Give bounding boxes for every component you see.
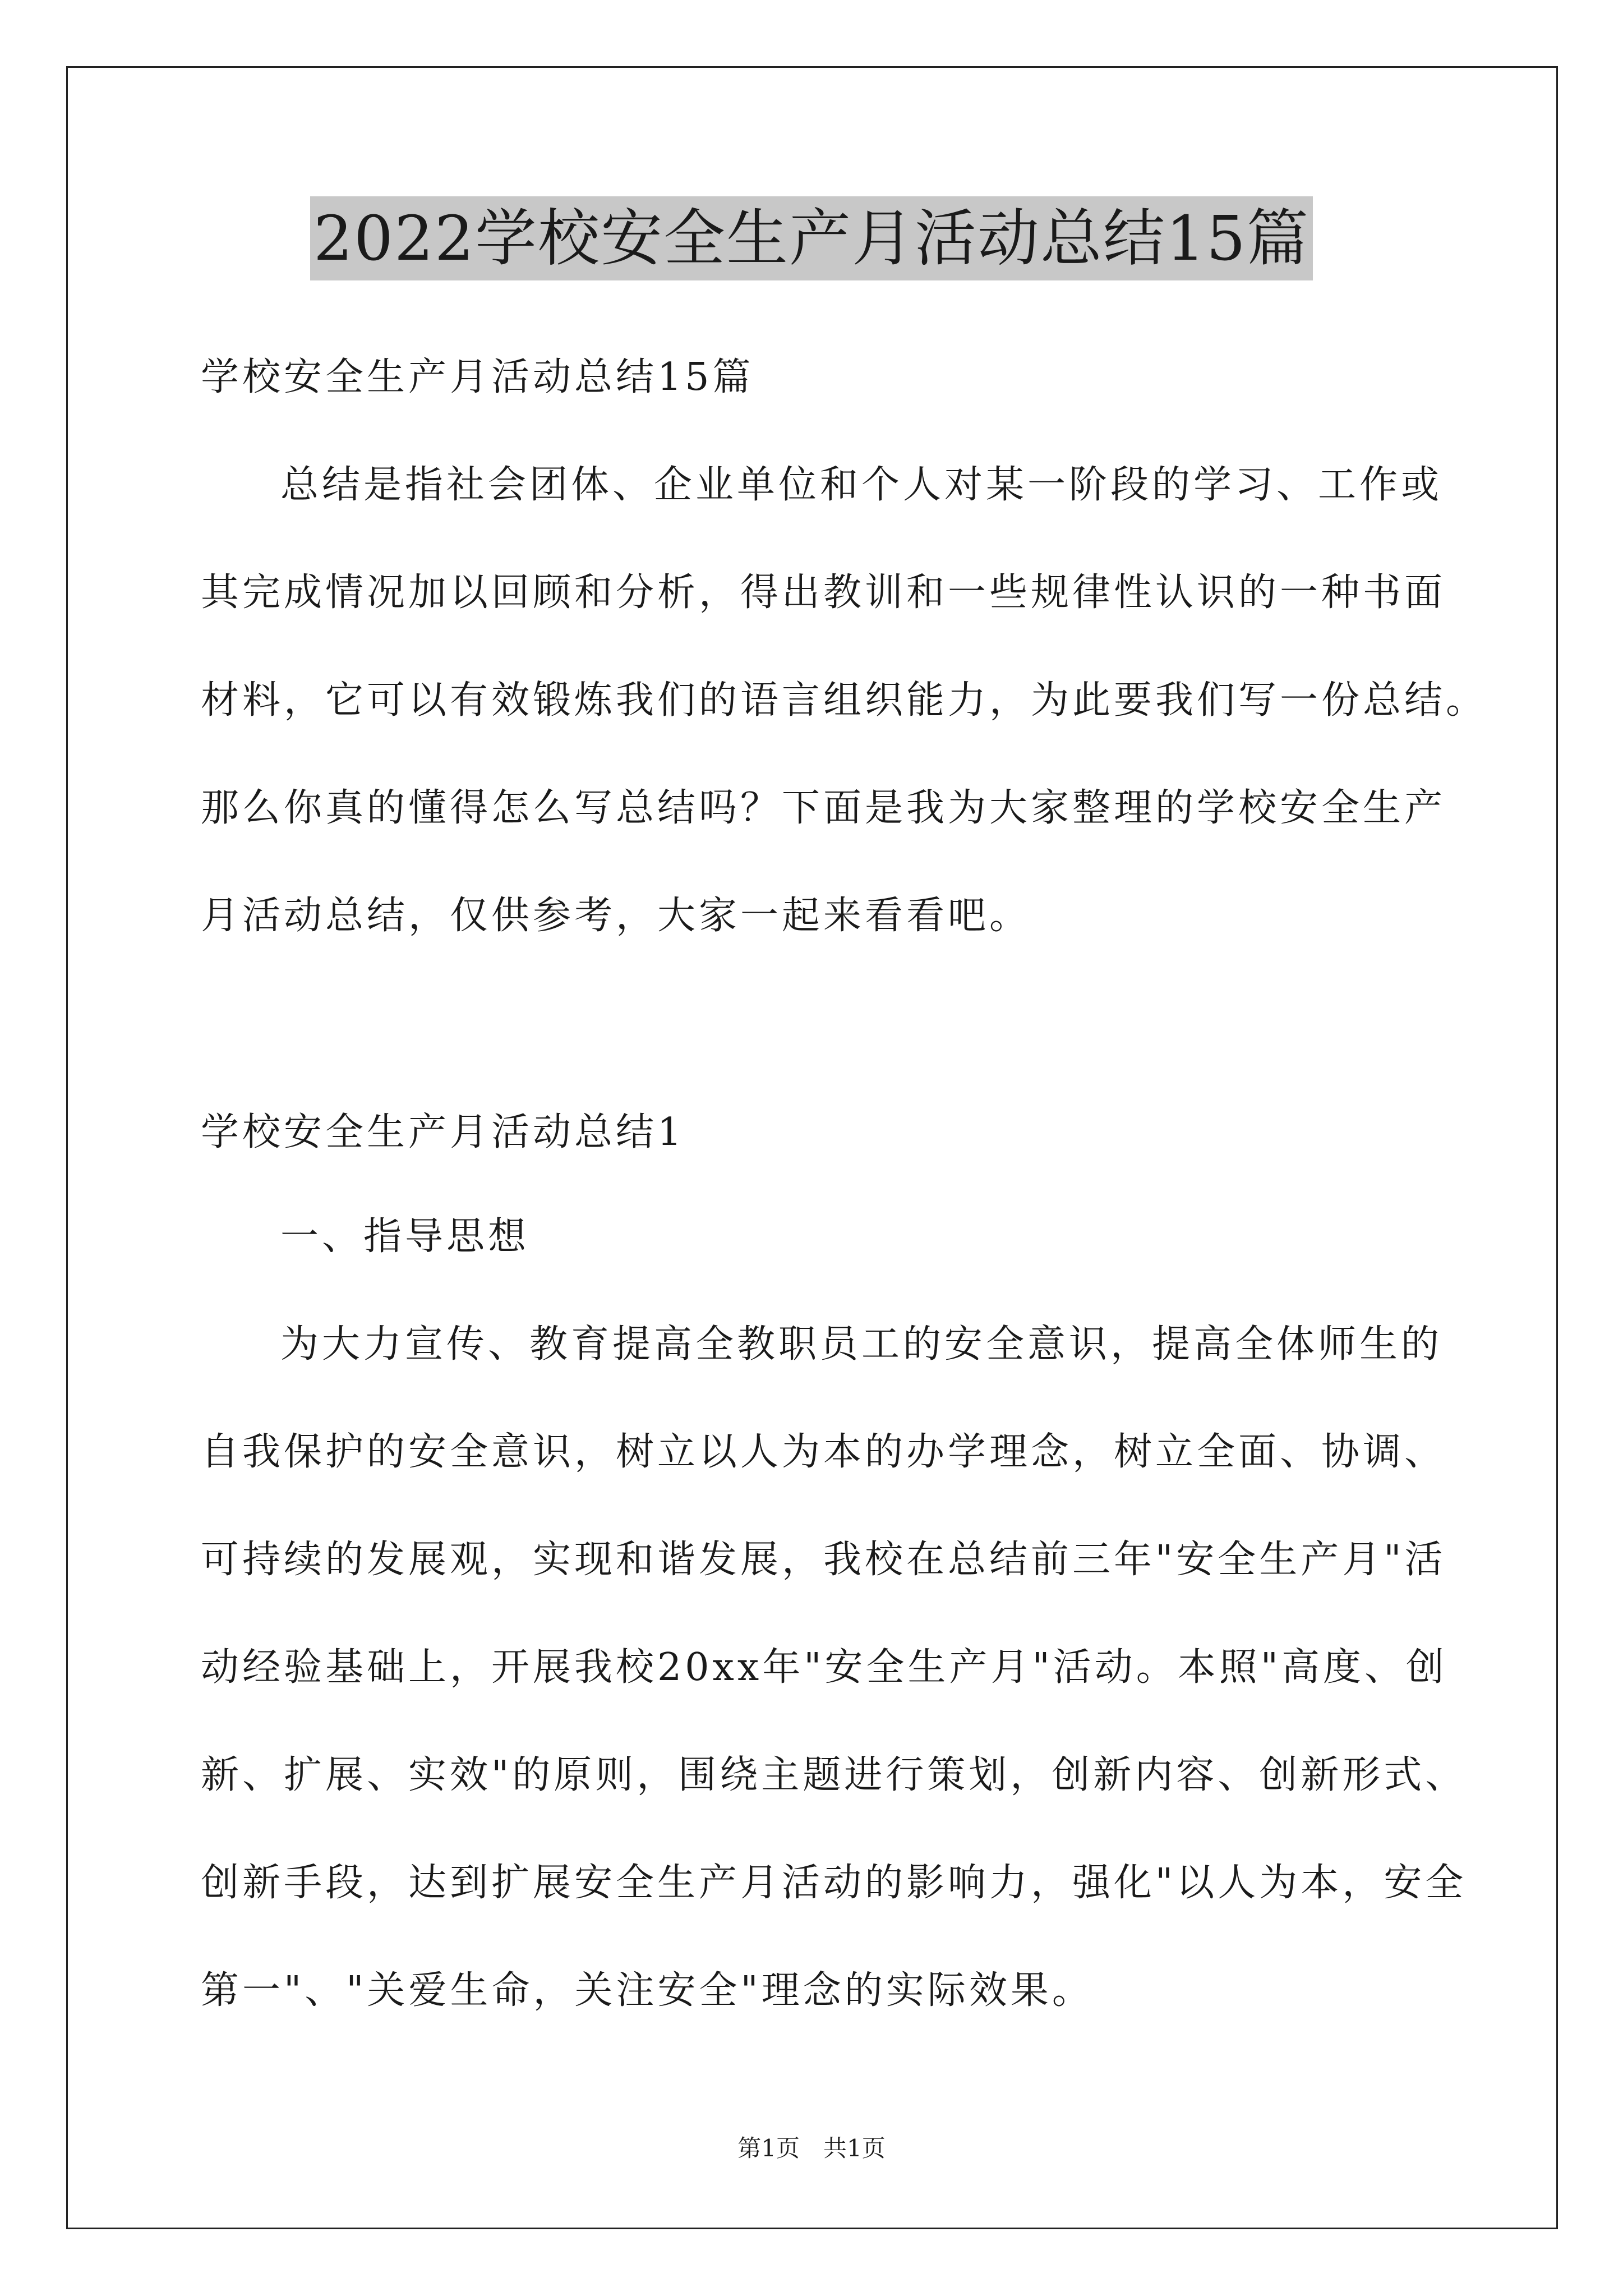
body-line: 动经验基础上，开展我校20xx年"安全生产月"活动。本照"高度、创 [201,1645,1448,1690]
body-line: 第一"、"关爱生命，关注安全"理念的实际效果。 [201,1968,1094,2013]
body-line: 创新手段，达到扩展安全生产月活动的影响力，强化"以人为本，安全 [201,1861,1467,1905]
body-line: 自我保护的安全意识，树立以人为本的办学理念，树立全面、协调、 [201,1430,1446,1474]
page-footer: 第1页 共1页 [737,2134,886,2162]
body-line: 新、扩展、实效"的原则，围绕主题进行策划，创新内容、创新形式、 [201,1753,1467,1797]
subheading: 一、指导思想 [280,1214,530,1259]
document-subtitle: 学校安全生产月活动总结15篇 [201,355,754,399]
intro-line: 其完成情况加以回顾和分析，得出教训和一些规律性认识的一种书面 [201,570,1446,615]
document-title: 2022学校安全生产月活动总结15篇 [310,196,1313,280]
intro-line: 材料，它可以有效锻炼我们的语言组织能力，为此要我们写一份总结。 [201,678,1488,723]
intro-line: 月活动总结，仅供参考，大家一起来看看吧。 [201,894,1031,938]
title-container [0,196,1623,280]
intro-line: 总结是指社会团体、企业单位和个人对某一阶段的学习、工作或 [280,463,1443,507]
body-line: 为大力宣传、教育提高全教职员工的安全意识，提高全体师生的 [280,1322,1443,1366]
body-line: 可持续的发展观，实现和谐发展，我校在总结前三年"安全生产月"活 [201,1538,1446,1582]
intro-line: 那么你真的懂得怎么写总结吗？下面是我为大家整理的学校安全生产 [201,786,1446,830]
section-heading: 学校安全生产月活动总结1 [201,1110,685,1154]
